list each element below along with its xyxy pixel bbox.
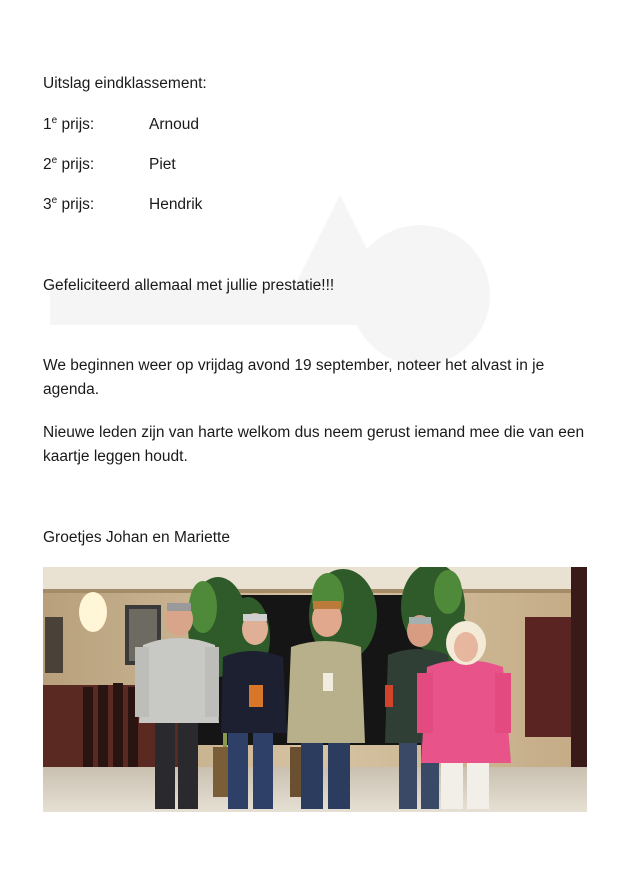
results-heading: Uitslag eindklassement: [43, 75, 207, 92]
prize-rank-2: 2e prijs: [43, 155, 95, 173]
prize-winner-3: Hendrik [149, 196, 203, 213]
prize-rank-3: 3e prijs: [43, 195, 95, 213]
group-photo [43, 567, 587, 812]
prize-row-1 [43, 113, 443, 137]
greeting-signature: Groetjes Johan en Mariette [43, 529, 230, 546]
prize-rank-1: 1e prijs: [43, 115, 95, 133]
next-season-paragraph: We beginnen weer op vrijdag avond 19 september, noteer het alvast in je agenda. [43, 357, 545, 398]
congratulations-text: Gefeliciteerd allemaal met jullie prestatie!!! [43, 277, 335, 294]
prize-winner-1: Arnoud [149, 116, 199, 133]
prize-row-2 [43, 153, 443, 177]
prize-winner-2: Piet [149, 156, 176, 173]
new-members-paragraph: Nieuwe leden zijn van harte welkom dus neem gerust iemand mee die van een kaartje leggen houdt. [43, 424, 585, 465]
prize-row-3 [43, 193, 443, 217]
